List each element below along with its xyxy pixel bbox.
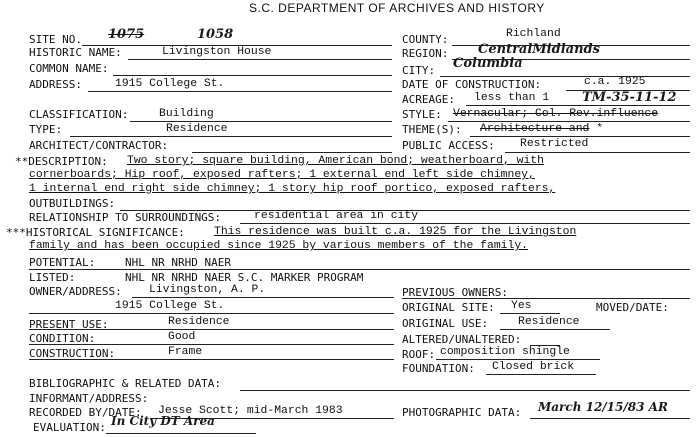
- architect-line: [192, 152, 392, 153]
- relationship-label: RELATIONSHIP TO SURROUNDINGS:: [29, 211, 222, 224]
- city-label: CITY:: [402, 64, 436, 77]
- altered-label: ALTERED/UNALTERED:: [402, 333, 522, 346]
- themes-value: Architecture and *: [480, 123, 604, 135]
- county-label: COUNTY:: [402, 33, 449, 46]
- address-value: 1915 College St.: [115, 78, 225, 90]
- form-title: S.C. DEPARTMENT OF ARCHIVES AND HISTORY: [249, 1, 545, 15]
- tax-map-number: TM-35-11-12: [582, 90, 677, 105]
- relationship-value: residential area in city: [254, 210, 419, 222]
- condition-label: CONDITION:: [29, 332, 96, 345]
- style-line: [448, 121, 690, 122]
- significance-line-2: family and has been occupied since 1925 by various members of the family.: [29, 240, 528, 252]
- common-name-label: COMMON NAME:: [29, 62, 109, 75]
- construction-value: Frame: [168, 346, 203, 358]
- bibliographic-line: [240, 390, 690, 391]
- potential-line: [29, 269, 690, 270]
- foundation-label: FOUNDATION:: [402, 362, 475, 375]
- roof-line: [436, 359, 600, 360]
- roof-label: ROOF:: [402, 348, 436, 361]
- photographic-line: [530, 418, 690, 419]
- listed-codes: NHL NR NRHD NAER S.C. MARKER PROGRAM: [125, 271, 364, 284]
- city-value: Columbia: [453, 56, 523, 71]
- original-use-line: [500, 329, 610, 330]
- listed-label: LISTED:: [29, 271, 76, 284]
- potential-label: POTENTIAL:: [29, 256, 96, 269]
- evaluation-label: EVALUATION:: [33, 421, 106, 434]
- evaluation-line: [106, 433, 256, 434]
- site-no-label: SITE NO.: [29, 33, 82, 46]
- evaluation-value: In City DT Area: [111, 414, 215, 428]
- original-site-label: ORIGINAL SITE:: [402, 301, 495, 314]
- present-use-line: [29, 329, 394, 330]
- construction-line: [29, 359, 394, 360]
- classification-label: CLASSIFICATION:: [29, 108, 129, 121]
- common-name-line: [113, 75, 392, 76]
- significance-label: ***HISTORICAL SIGNIFICANCE:: [6, 226, 185, 239]
- foundation-line: [486, 374, 596, 375]
- construction-label: CONSTRUCTION:: [29, 347, 116, 360]
- region-value: CentralMidlands: [478, 42, 600, 57]
- classification-value: Building: [159, 108, 214, 120]
- owner-line: [132, 297, 394, 298]
- recorded-value: Jesse Scott; mid-March 1983: [158, 405, 343, 417]
- city-line: [440, 76, 690, 77]
- original-site-line: [500, 313, 560, 314]
- foundation-value: Closed brick: [492, 361, 575, 373]
- description-line-3: 1 internal end right side chimney; 1 story hip roof portico, exposed rafters,: [29, 183, 556, 195]
- recorded-label: RECORDED BY/DATE:: [29, 406, 142, 419]
- public-access-label: PUBLIC ACCESS:: [402, 139, 495, 152]
- themes-label: THEME(S):: [402, 123, 462, 136]
- themes-line: [470, 136, 690, 137]
- type-line: [70, 136, 392, 137]
- date-label: DATE OF CONSTRUCTION:: [402, 78, 542, 91]
- county-value: Richland: [506, 28, 561, 40]
- relationship-line: [240, 223, 690, 224]
- description-label: **DESCRIPTION:: [15, 155, 108, 168]
- acreage-label: ACREAGE:: [402, 93, 455, 106]
- architect-label: ARCHITECT/CONTRACTOR:: [29, 139, 169, 152]
- public-access-line: [505, 152, 690, 153]
- style-label: STYLE:: [402, 108, 442, 121]
- historic-name-label: HISTORIC NAME:: [29, 46, 122, 59]
- owner-address-line: [29, 313, 394, 314]
- moved-date-label: MOVED/DATE:: [596, 301, 669, 314]
- roof-value: composition shingle: [440, 346, 570, 358]
- type-value: Residence: [166, 123, 228, 135]
- style-value: Vernacular; Col. Rev.influence: [453, 108, 659, 120]
- site-no-value: 1058: [197, 27, 234, 42]
- outbuildings-label: OUTBUILDINGS:: [29, 197, 116, 210]
- present-use-label: PRESENT USE:: [29, 318, 109, 331]
- bibliographic-label: BIBLIOGRAPHIC & RELATED DATA:: [29, 377, 222, 390]
- original-use-label: ORIGINAL USE:: [402, 317, 489, 330]
- photographic-value: March 12/15/83 AR: [538, 400, 668, 414]
- owner-name: Livingston, A. P.: [149, 284, 266, 296]
- date-value: c.a. 1925: [584, 76, 646, 88]
- region-label: REGION:: [402, 47, 449, 60]
- acreage-value: less than 1: [474, 92, 550, 104]
- address-label: ADDRESS:: [29, 78, 82, 91]
- previous-owners-label: PREVIOUS OWNERS:: [402, 286, 508, 299]
- condition-value: Good: [168, 331, 196, 343]
- historic-name-line: [128, 59, 392, 60]
- description-line-1: Two story; square building, American bond; weatherboard, with: [127, 155, 544, 167]
- original-site-value: Yes: [511, 300, 532, 312]
- owner-label: OWNER/ADDRESS:: [29, 285, 122, 298]
- acreage-line: [466, 105, 690, 106]
- address-line: [88, 91, 392, 92]
- public-access-value: Restricted: [520, 138, 589, 150]
- classification-line: [130, 121, 392, 122]
- photographic-label: PHOTOGRAPHIC DATA:: [402, 406, 522, 419]
- original-use-value: Residence: [518, 316, 580, 328]
- historic-name-value: Livingston House: [162, 46, 272, 58]
- significance-line-1: This residence was built c.a. 1925 for the Livingston: [214, 226, 577, 238]
- previous-owners-line: [402, 298, 690, 299]
- condition-line: [29, 344, 394, 345]
- informant-label: INFORMANT/ADDRESS:: [29, 392, 149, 405]
- site-no-struck: 1075: [108, 27, 145, 42]
- description-line-2: cornerboards; Hip roof, exposed rafters; 1 external end left side chimney,: [29, 169, 535, 181]
- owner-address: 1915 College St.: [115, 300, 225, 312]
- potential-codes: NHL NR NRHD NAER: [125, 256, 231, 269]
- type-label: TYPE:: [29, 123, 63, 136]
- present-use-value: Residence: [168, 316, 230, 328]
